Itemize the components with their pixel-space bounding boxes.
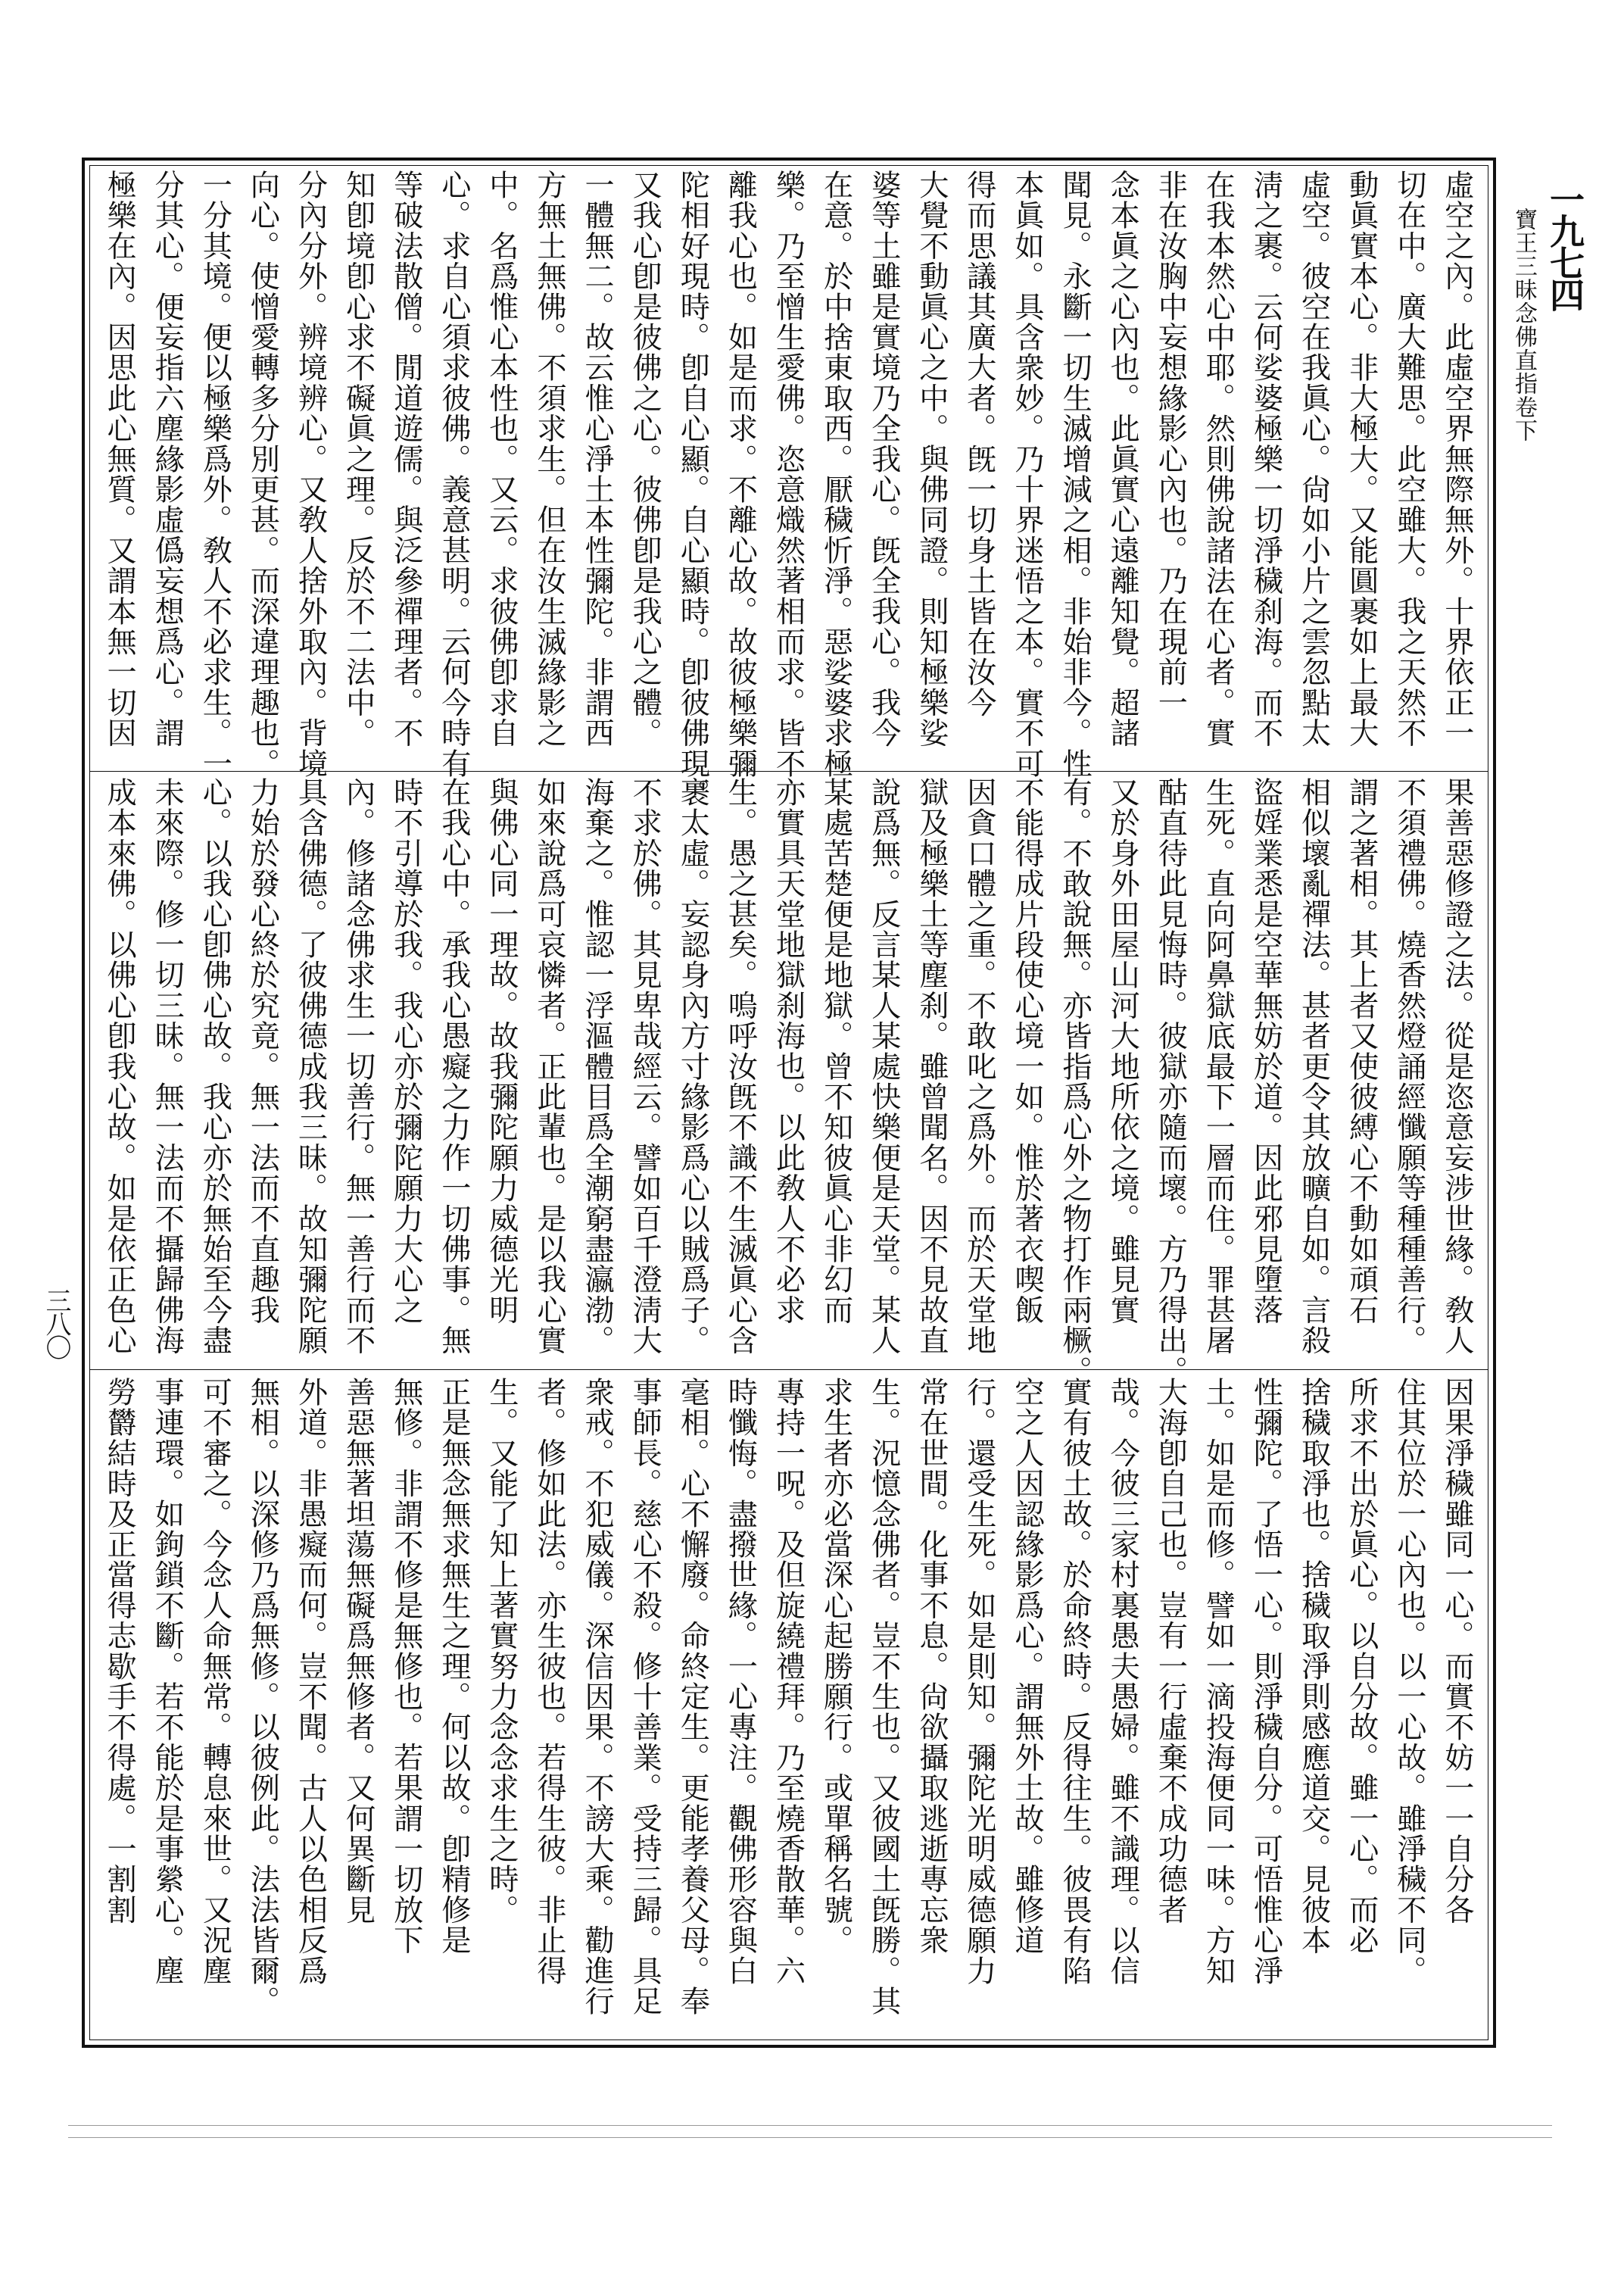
section-divider-2 xyxy=(89,1369,1488,1370)
text-column: 在我心中。承我心愚癡之力作一切佛事。無 xyxy=(436,777,471,1356)
text-column: 亦實具天堂地獄刹海也。以此敎人不必求 xyxy=(771,777,806,1325)
text-column: 外道。非愚癡而何。豈不聞。古人以色相反爲 xyxy=(293,1377,328,1986)
text-column: 事連環。如鉤鎖不斷。若不能於是事縈心。塵 xyxy=(150,1377,185,1986)
text-column: 極樂在內。因思此心無質。又謂本無一切因 xyxy=(102,170,137,748)
text-column: 中。名爲惟心本性也。又云。求彼佛卽求自 xyxy=(484,170,519,748)
text-column: 內。修諸念佛求生一切善行。無一善行而不 xyxy=(341,777,376,1356)
text-column: 樂。乃至憎生愛佛。恣意熾然著相而求。皆不 xyxy=(771,170,806,779)
text-column: 裹太虛。妄認身內方寸緣影爲心以賊爲子。 xyxy=(675,777,710,1356)
text-column: 陀相好現時。卽自心顯。自心顯時。卽彼佛現。 xyxy=(675,170,710,810)
text-column: 向心。使憎愛轉多分別更甚。而深違理趣也。 xyxy=(245,170,280,779)
text-column: 在我本然心中耶。然則佛說諸法在心者。實 xyxy=(1201,170,1236,748)
text-column: 成本來佛。以佛心卽我心故。如是依正色心 xyxy=(102,777,137,1356)
text-column: 虛空。彼空在我眞心。尙如小片之雲忽點太 xyxy=(1296,170,1331,748)
text-column: 等破法散僧。閒道遊儒。與泛參禪理者。不 xyxy=(388,170,423,748)
text-column: 常在世間。化事不息。尙欲攝取逃逝專忘衆 xyxy=(914,1377,949,1955)
text-column: 盜婬業悉是空華無妨於道。因此邪見墮落 xyxy=(1248,777,1283,1325)
text-column: 生。況憶念佛者。豈不生也。又彼國土旣勝。其 xyxy=(866,1377,901,2017)
text-column: 果善惡修證之法。從是恣意妄涉世緣。敎人 xyxy=(1439,777,1474,1356)
text-column: 分內分外。辨境辨心。又敎人捨外取內。背境 xyxy=(293,170,328,779)
text-column: 因果淨穢雖同一心。而實不妨一一自分各 xyxy=(1439,1377,1474,1925)
text-column: 謂之著相。其上者又使彼縛心不動如頑石 xyxy=(1344,777,1379,1325)
text-column: 行。還受生死。如是則知。彌陀光明威德願力 xyxy=(962,1377,996,1986)
text-column: 不須禮佛。燒香然燈誦經懺願等種種善行。 xyxy=(1392,777,1426,1356)
page-number-right: 三八〇 xyxy=(41,1287,71,1358)
text-column: 生。愚之甚矣。嗚呼汝旣不識不生滅眞心含 xyxy=(723,777,758,1356)
text-column: 非在汝胸中妄想緣影心內也。乃在現前一 xyxy=(1153,170,1188,718)
text-column: 如來說爲可哀憐者。正此輩也。是以我心實 xyxy=(532,777,566,1356)
text-column: 專持一呪。及但旋繞禮拜。乃至燒香散華。六 xyxy=(771,1377,806,1986)
text-column: 生死。直向阿鼻獄底最下一層而住。罪甚屠 xyxy=(1201,777,1236,1356)
text-column: 事師長。慈心不殺。修十善業。受持三歸。具足 xyxy=(628,1377,662,2017)
text-column: 正是無念無求無生之理。何以故。卽精修是 xyxy=(436,1377,471,1955)
text-column: 不求於佛。其見卑哉經云。譬如百千澄淸大 xyxy=(628,777,662,1356)
text-column: 聞見。永斷一切生滅增減之相。非始非今。性 xyxy=(1058,170,1093,779)
text-column: 心。求自心須求彼佛。義意甚明。云何今時有 xyxy=(436,170,471,779)
text-column: 得而思議其廣大者。旣一切身土皆在汝今 xyxy=(962,170,996,718)
text-column: 力始於發心終於究竟。無一法而不直趣我 xyxy=(245,777,280,1325)
text-column: 方無土無佛。不須求生。但在汝生滅緣影之 xyxy=(532,170,566,748)
bottom-rule-2 xyxy=(68,2137,1552,2138)
text-column: 性彌陀。了悟一心。則淨穢自分。可悟惟心淨 xyxy=(1248,1377,1283,1986)
text-column: 時不引導於我。我心亦於彌陀願力大心之 xyxy=(388,777,423,1325)
book-title: 寶王三昧念佛直指卷下 xyxy=(1510,208,1537,442)
text-column: 無相。以深修乃爲無修。以彼例此。法法皆爾。 xyxy=(245,1377,280,2017)
text-column: 相似壞亂禪法。甚者更令其放曠自如。言殺 xyxy=(1296,777,1331,1356)
text-column: 實有彼土故。於命終時。反得往生。彼畏有陷 xyxy=(1058,1377,1093,1986)
text-column: 因貪口體之重。不敢叱之爲外。而於天堂地 xyxy=(962,777,996,1356)
text-column: 捨穢取淨也。捨穢取淨則感應道交。見彼本 xyxy=(1296,1377,1331,1955)
text-column: 說爲無。反言某人某處快樂便是天堂。某人 xyxy=(866,777,901,1356)
text-column: 淸之裹。云何娑婆極樂一切淨穢刹海。而不 xyxy=(1248,170,1283,748)
text-column: 善惡無著坦蕩無礙爲無修者。又何異斷見 xyxy=(341,1377,376,1925)
text-column: 衆戒。不犯威儀。深信因果。不謗大乘。勸進行 xyxy=(580,1377,615,2017)
text-column: 具含佛德。了彼佛德成我三昧。故知彌陀願 xyxy=(293,777,328,1356)
text-column: 大海卽自己也。豈有一行虛棄不成功德者 xyxy=(1153,1377,1188,1925)
text-column: 虛空之內。此虛空界無際無外。十界依正一 xyxy=(1439,170,1474,748)
text-column: 不能得成片段使心境一如。惟於著衣喫飯 xyxy=(1010,777,1044,1325)
text-column: 哉。今彼三家村裏愚夫愚婦。雖不識理。以信 xyxy=(1105,1377,1140,1986)
text-column: 知卽境卽心求不礙眞之理。反於不二法中。 xyxy=(341,170,376,748)
text-column: 大覺不動眞心之中。與佛同證。則知極樂娑 xyxy=(914,170,949,748)
text-column: 未來際。修一切三昧。無一法而不攝歸佛海 xyxy=(150,777,185,1356)
text-column: 婆等土雖是實境乃全我心。旣全我心。我今 xyxy=(866,170,901,748)
text-column: 求生者亦必當深心起勝願行。或單稱名號。 xyxy=(818,1377,853,1955)
text-column: 離我心也。如是而求。不離心故。故彼極樂彌 xyxy=(723,170,758,779)
text-column: 所求不出於眞心。以自分故。雖一心。而必 xyxy=(1344,1377,1379,1955)
left-margin-header xyxy=(1507,182,1590,442)
text-column: 與佛心同一理故。故我彌陀願力威德光明 xyxy=(484,777,519,1325)
text-column: 分其心。便妄指六塵緣影虛僞妄想爲心。謂 xyxy=(150,170,185,748)
text-column: 獄及極樂土等塵刹。雖曾聞名。因不見故直 xyxy=(914,777,949,1356)
text-column: 時懺悔。盡撥世緣。一心專注。觀佛形容與白 xyxy=(723,1377,758,1986)
text-column: 住其位於一心內也。以一心故。雖淨穢不同。 xyxy=(1392,1377,1426,1986)
text-column: 空之人因認緣影爲心。謂無外土故。雖修道 xyxy=(1010,1377,1044,1955)
text-column: 者。修如此法。亦生彼也。若得生彼。非止得 xyxy=(532,1377,566,1986)
text-column: 念本眞之心內也。此眞實心遠離知覺。超諸 xyxy=(1105,170,1140,748)
text-column: 生。又能了知上著實努力念念求生之時。 xyxy=(484,1377,519,1925)
text-column: 切在中。廣大難思。此空雖大。我之天然不 xyxy=(1392,170,1426,748)
text-column: 毫相。心不懈廢。命終定生。更能孝養父母。奉 xyxy=(675,1377,710,2017)
text-column: 又於身外田屋山河大地所依之境。雖見實 xyxy=(1105,777,1140,1325)
text-column: 酤直待此見悔時。彼獄亦隨而壞。方乃得出。 xyxy=(1153,777,1188,1386)
text-column: 一體無二。故云惟心淨土本性彌陀。非謂西 xyxy=(580,170,615,748)
text-column: 可不審之。今念人命無常。轉息來世。又況塵 xyxy=(198,1377,232,1986)
text-column: 心。以我心卽佛心故。我心亦於無始至今盡 xyxy=(198,777,232,1356)
text-column: 在意。於中捨東取西。厭穢忻淨。惡娑婆求極 xyxy=(818,170,853,779)
text-column: 動眞實本心。非大極大。又能圓裹如上最大 xyxy=(1344,170,1379,748)
text-column: 一分其境。便以極樂爲外。敎人不必求生。一 xyxy=(198,170,232,779)
text-column: 又我心卽是彼佛之心。彼佛卽是我心之體。 xyxy=(628,170,662,748)
text-column: 某處苦楚便是地獄。曾不知彼眞心非幻而 xyxy=(818,777,853,1325)
text-column: 本眞如。具含衆妙。乃十界迷悟之本。實不可 xyxy=(1010,170,1044,779)
bottom-rule-1 xyxy=(68,2125,1552,2126)
page-number-left: 一九七四 xyxy=(1545,182,1585,309)
text-column: 勞欝結時及正當得志歇手不得處。一割割 xyxy=(102,1377,137,1925)
text-column: 有。不敢說無。亦皆指爲心外之物打作兩橛。 xyxy=(1058,777,1093,1386)
text-column: 土。如是而修。譬如一滴投海便同一味。方知 xyxy=(1201,1377,1236,1986)
text-column: 無修。非謂不修是無修也。若果謂一切放下 xyxy=(388,1377,423,1955)
text-column: 海棄之。惟認一浮漚體目爲全潮窮盡瀛渤。 xyxy=(580,777,615,1356)
